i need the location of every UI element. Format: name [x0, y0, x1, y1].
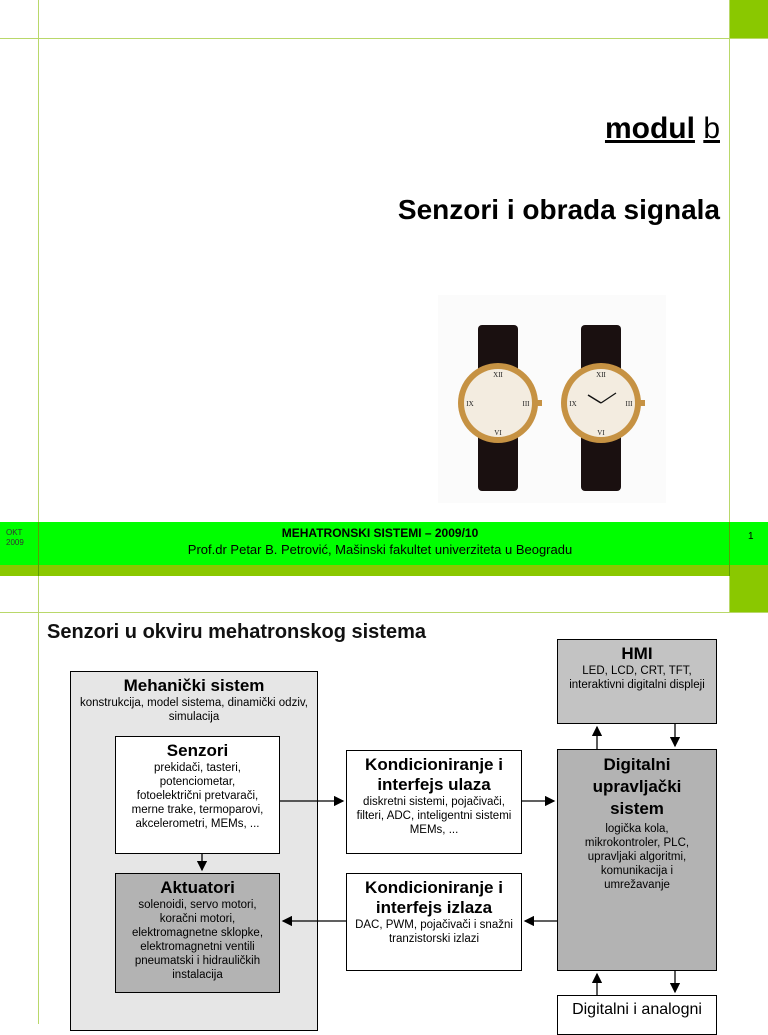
corner-accent-slide2: [730, 576, 768, 612]
module-word: modul: [604, 112, 695, 145]
banner-left-divider: [38, 522, 39, 576]
watch-right: [561, 325, 645, 491]
hmi-box: [557, 639, 717, 724]
digital-control-heading: Digitalni upravljački sistem: [592, 755, 682, 818]
input-interface-box: [346, 750, 522, 854]
digital-analog-heading: Digitalni i analogni: [572, 1001, 702, 1018]
page-number: 1: [748, 531, 754, 542]
footer-course: MEHATRONSKI SISTEMI – 2009/10: [281, 526, 479, 540]
svg-text:IX: IX: [466, 400, 474, 408]
digital-control-text: logička kola, mikrokontroler, PLC, upravljaki algoritmi, komunikacija i umrežavanje: [584, 823, 690, 891]
slide-title: Senzori i obrada signala: [397, 194, 720, 225]
footer-accent-bar: [0, 565, 768, 576]
banner-right-divider: [729, 522, 730, 576]
footer-date: [6, 528, 36, 548]
module-letter: b: [703, 112, 720, 145]
actuators-text: solenoidi, servo motori, koračni motori, elektromagnetne sklopke, elektromagnetni ventili pneumatski i hidrauličkih instalacija: [131, 899, 264, 981]
top-guide-line-2: [0, 612, 768, 613]
output-interface-text: DAC, PWM, pojačivači i snažni tranzistorski izlazi: [355, 919, 513, 945]
diagram-title: Senzori u okviru mehatronskog sistema: [47, 621, 426, 643]
left-guide-line: [38, 0, 39, 522]
svg-text:IX: IX: [569, 400, 577, 408]
sensors-text: prekidači, tasteri, potenciometar, fotoelektrični pretvarači, merne trake, termoparovi, akcelerometri, MEMs, ...: [131, 762, 264, 830]
hmi-text: LED, LCD, CRT, TFT, interaktivni digitalni displeji: [569, 665, 705, 691]
svg-text:III: III: [522, 400, 530, 408]
output-interface-heading: Kondicioniranje i interfejs izlaza: [365, 878, 503, 917]
left-guide-line-2: [38, 576, 39, 1024]
footer-author: Prof.dr Petar B. Petrović, Mašinski fakultet univerziteta u Beogradu: [187, 542, 573, 557]
right-guide-line-2: [729, 576, 730, 612]
svg-text:III: III: [625, 400, 633, 408]
corner-accent-top: [730, 0, 768, 38]
module-label: [605, 112, 720, 146]
svg-text:VI: VI: [494, 429, 502, 437]
svg-text:XII: XII: [596, 371, 606, 379]
footer-year: 2009: [6, 538, 24, 547]
watch-left: [458, 325, 542, 491]
svg-text:XII: XII: [493, 371, 503, 379]
digital-control-box: [557, 749, 717, 971]
hmi-heading: HMI: [621, 644, 653, 663]
watches-image: [438, 295, 666, 503]
footer-month: OKT: [6, 528, 23, 537]
actuators-box: [115, 873, 280, 993]
actuators-heading: Aktuatori: [160, 878, 235, 897]
output-interface-box: [346, 873, 522, 971]
input-interface-text: diskretni sistemi, pojačivači, filteri, ADC, inteligentni sistemi MEMs, ...: [356, 796, 512, 836]
digital-analog-box: [557, 995, 717, 1035]
top-guide-line: [0, 38, 768, 39]
sensors-heading: Senzori: [166, 741, 229, 760]
input-interface-heading: Kondicioniranje i interfejs ulaza: [365, 755, 503, 794]
mechanical-system-heading: Mehanički sistem: [123, 676, 265, 695]
sensors-box: [115, 736, 280, 854]
right-guide-line: [729, 0, 730, 522]
svg-text:VI: VI: [597, 429, 605, 437]
mechanical-system-text: konstrukcija, model sistema, dinamički odziv, simulacija: [80, 697, 308, 723]
